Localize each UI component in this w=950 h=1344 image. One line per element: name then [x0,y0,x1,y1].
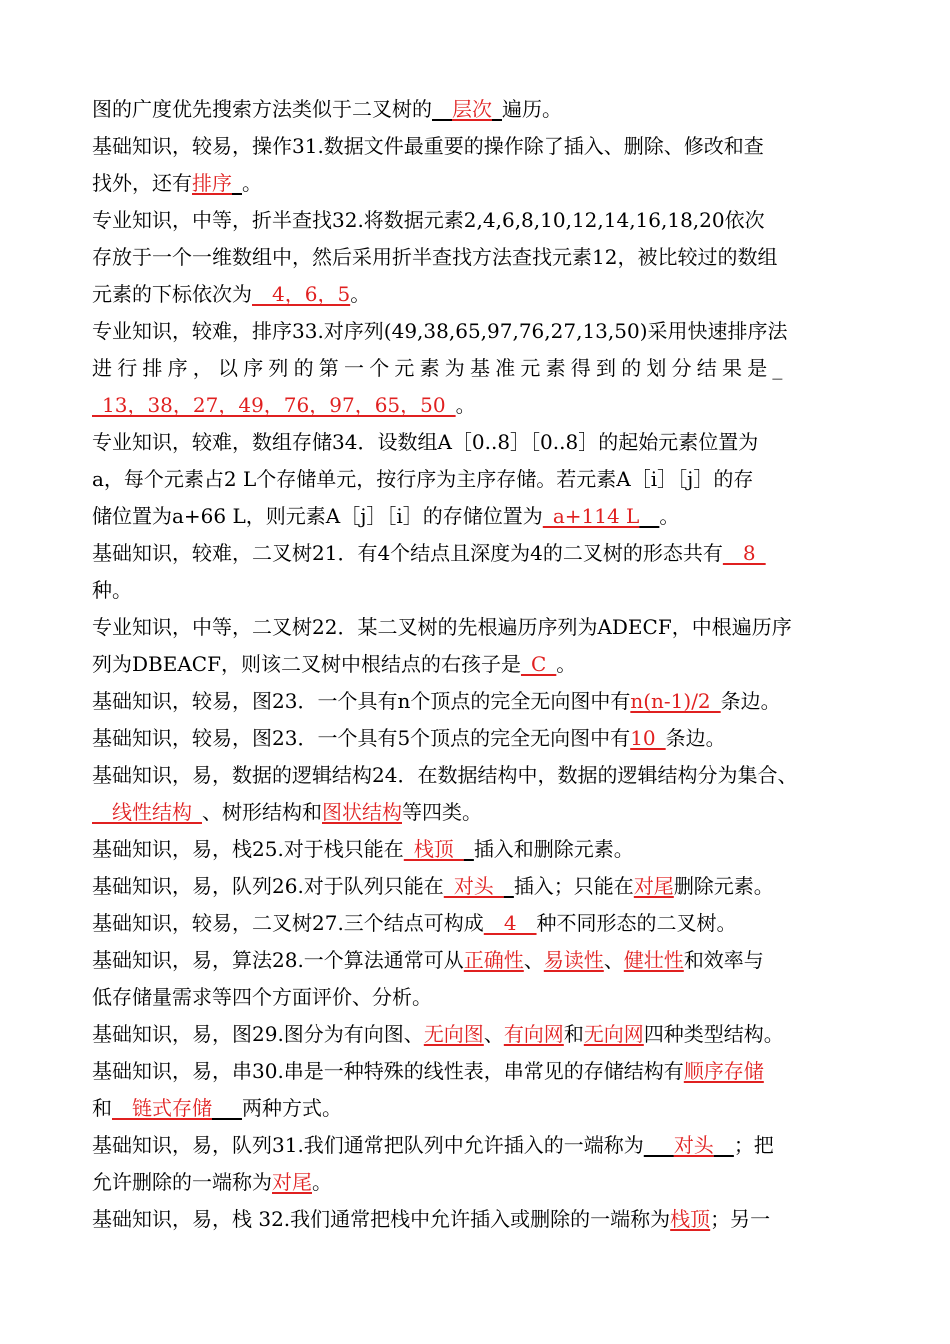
text-segment: 两种方式。 [242,1096,342,1120]
text-segment: 储位置为a+66 L，则元素A［j］［i］的存储位置为 [92,504,543,528]
text-line [92,95,872,123]
text-segment: 基础知识，易，串30.串是一种特殊的线性表，串常见的存储结构有 [92,1059,684,1083]
answer-blank: _栈顶_ [403,837,464,861]
answer-blank: __4__ [483,911,537,935]
text-line [92,576,872,604]
text-segment: 基础知识，较易，二叉树27.三个结点可构成 [92,911,484,935]
answer-blank: 层次 [452,97,492,121]
answer-blank: 正确性 [463,948,524,972]
text-segment: 和效率与 [683,948,764,972]
answer-blank: 健壮性 [623,948,684,972]
text-segment: 。 [312,1170,332,1194]
underline-blank: _ [492,97,502,121]
text-line [92,761,872,789]
text-segment: 允许删除的一端称为 [92,1170,272,1194]
answer-blank: 有向网 [503,1022,564,1046]
underline-blank: __ [713,1133,734,1157]
text-segment: 四种类型结构。 [643,1022,784,1046]
text-segment: 删除元素。 [673,874,774,898]
text-line [92,280,872,308]
text-line [92,613,872,641]
text-segment: 基础知识，较易，操作31.数据文件最重要的操作除了插入、删除、修改和查 [92,134,764,158]
text-line [92,502,872,530]
answer-blank: __线性结构_ [92,800,202,824]
text-segment: 和 [563,1022,584,1046]
text-line [92,687,872,715]
text-segment: 插入和删除元素。 [473,837,634,861]
text-segment: 元素的下标依次为 [92,282,252,306]
text-segment: 基础知识，易，栈25.对于栈只能在 [92,837,404,861]
text-line [92,243,872,271]
text-segment: 和 [92,1096,112,1120]
text-line [92,428,872,456]
answer-blank: 无向图 [423,1022,484,1046]
text-segment: 专业知识，较难，排序33.对序列(49,38,65,97,76,27,13,50)采用快速排序法 [92,319,788,343]
text-line [92,539,872,567]
text-segment: 基础知识，易，数据的逻辑结构24．在数据结构中，数据的逻辑结构分为集合、 [92,763,798,787]
text-segment: 基础知识，易，图29.图分为有向图、 [92,1022,424,1046]
text-segment: 。 [242,171,262,195]
text-line [92,872,872,900]
answer-blank: 排序 [192,171,232,195]
text-line [92,1057,872,1085]
text-segment: 专业知识，中等，折半查找32.将数据元素2,4,6,8,10,12,14,16,18,20依次 [92,208,765,232]
text-line [92,983,872,1011]
text-line [92,1094,872,1122]
text-segment: 基础知识，易，队列26.对于队列只能在 [92,874,444,898]
text-line [92,354,872,382]
text-segment: 专业知识，中等，二叉树22．某二叉树的先根遍历序列为ADECF，中根遍历序 [92,615,792,639]
underline-blank: __ [639,504,660,528]
text-line [92,835,872,863]
answer-blank: _13，38，27，49，76，97，65，50_ [92,393,456,417]
text-line [92,946,872,974]
text-line [92,1020,872,1048]
text-line [92,909,872,937]
text-line [92,132,872,160]
text-segment: 专业知识，较难，数组存储34．设数组A［0..8］［0..8］的起始元素位置为 [92,430,759,454]
answer-blank: __8_ [722,541,766,565]
text-line [92,317,872,345]
answer-blank: n(n-1)/2_ [630,689,721,713]
text-line [92,1205,872,1233]
text-line [92,650,872,678]
text-segment: 进行排序，以序列的第一个元素为基准元素得到的划分结果是_ [92,356,788,380]
answer-blank: 顺序存储 [683,1059,764,1083]
underline-blank: _ [503,874,514,898]
answer-blank: 对头 [673,1133,714,1157]
text-segment: 等四类。 [402,800,482,824]
answer-blank: _a+114 L [542,504,640,528]
text-segment: 找外，还有 [92,171,192,195]
text-segment: 、树形结构和 [202,800,322,824]
underline-blank: ___ [212,1096,242,1120]
answer-blank: __链式存储 [112,1096,212,1120]
text-line [92,169,872,197]
text-line [92,798,872,826]
text-segment: 、 [523,948,544,972]
text-line [92,724,872,752]
underline-blank: ___ [643,1133,674,1157]
text-segment: 基础知识，易，栈 32.我们通常把栈中允许插入或删除的一端称为 [92,1207,671,1231]
text-line [92,391,872,419]
answer-blank: 栈顶 [670,1207,711,1231]
text-segment: 插入；只能在 [513,874,634,898]
text-segment: 基础知识，较易，图23．一个具有n个顶点的完全无向图中有 [92,689,631,713]
underline-blank: _ [232,171,242,195]
text-line [92,465,872,493]
underline-blank: _ [463,837,474,861]
text-segment: 低存储量需求等四个方面评价、分析。 [92,985,432,1009]
text-segment: 种不同形态的二叉树。 [536,911,737,935]
answer-blank: 10_ [630,726,666,750]
text-segment: 条边。 [720,689,781,713]
answer-blank: 对尾 [272,1170,312,1194]
text-segment: ；把 [733,1133,774,1157]
text-segment: 。 [556,652,577,676]
answer-blank: 易读性 [543,948,604,972]
text-line [92,1168,872,1196]
text-segment: 。 [350,282,371,306]
text-segment: 基础知识，易，队列31.我们通常把队列中允许插入的一端称为 [92,1133,644,1157]
text-segment: 。 [659,504,680,528]
answer-blank: __4，6，5 [252,282,351,306]
text-segment: ；另一 [710,1207,771,1231]
answer-blank: 图状结构 [322,800,402,824]
text-segment: 基础知识，较难，二叉树21．有4个结点且深度为4的二叉树的形态共有 [92,541,723,565]
text-line [92,206,872,234]
text-segment: 条边。 [665,726,726,750]
text-line [92,1131,872,1159]
text-segment: 存放于一个一维数组中，然后采用折半查找方法查找元素12，被比较过的数组 [92,245,778,269]
text-segment: 图的广度优先搜索方法类似于二叉树的 [92,97,432,121]
answer-blank: 对尾 [633,874,674,898]
text-segment: 遍历。 [502,97,562,121]
answer-blank: 无向网 [583,1022,644,1046]
text-segment: 基础知识，易，算法28.一个算法通常可从 [92,948,464,972]
text-segment: 、 [603,948,624,972]
answer-blank: _对头_ [443,874,504,898]
text-segment: 基础知识，较易，图23．一个具有5个顶点的完全无向图中有 [92,726,631,750]
text-segment: 、 [483,1022,504,1046]
text-segment: 列为DBEACF，则该二叉树中根结点的右孩子是 [92,652,521,676]
answer-blank: _C_ [520,652,557,676]
underline-blank: __ [432,97,452,121]
text-segment: 。 [455,393,476,417]
text-segment: a，每个元素占2 L个存储单元，按行序为主序存储。若元素A［i］［j］的存 [92,467,754,491]
text-segment: 种。 [92,578,132,602]
